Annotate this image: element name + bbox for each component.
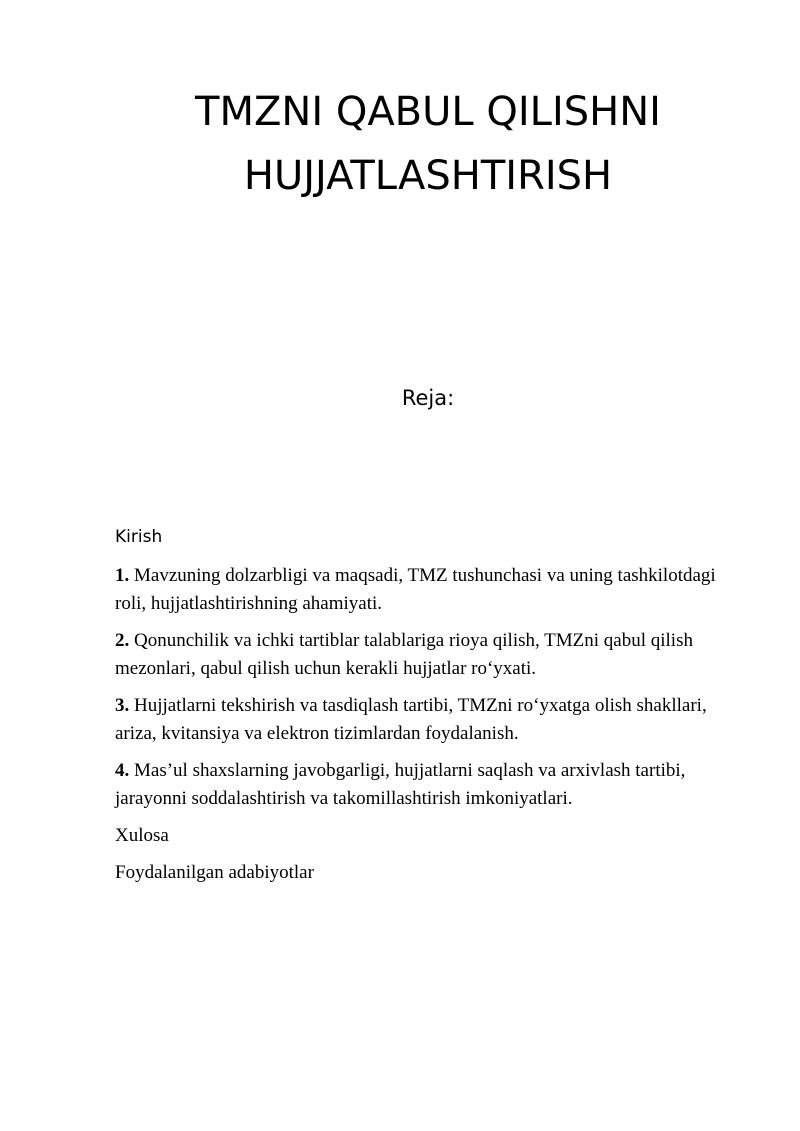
- plan-item-4: [115, 757, 730, 813]
- references-entry: Foydalanilgan adabiyotlar: [115, 862, 314, 883]
- plan-item-number: 3.: [115, 695, 130, 716]
- plan-item-text: Mavzuning dolzarbligi va maqsadi, TMZ tushunchasi va uning tashkilotdagi roli, hujjatlashtirishning ahamiyati.: [115, 565, 716, 614]
- intro-entry: Kirish: [115, 527, 163, 547]
- plan-item-1: [115, 562, 730, 618]
- plan-item-number: 1.: [115, 565, 130, 586]
- document-title: TMZNI QABUL QILISHNI HUJJATLASHTIRISH: [195, 89, 661, 199]
- plan-item-3: [115, 692, 730, 748]
- conclusion-entry: Xulosa: [115, 825, 169, 846]
- plan-item-2: [115, 627, 730, 683]
- plan-content: [115, 522, 730, 896]
- plan-item-number: 4.: [115, 760, 130, 781]
- plan-item-text: Hujjatlarni tekshirish va tasdiqlash tartibi, TMZni ro‘yxatga olish shakllari, ariza, kvitansiya va elektron tizimlardan foydalanish.: [115, 695, 707, 744]
- plan-item-text: Qonunchilik va ichki tartiblar talablariga rioya qilish, TMZni qabul qilish mezonlari, qabul qilish uchun kerakli hujjatlar ro‘yxati.: [115, 630, 693, 679]
- plan-heading: Reja:: [401, 386, 455, 410]
- plan-item-number: 2.: [115, 630, 130, 651]
- plan-item-text: Mas’ul shaxslarning javobgarligi, hujjatlarni saqlash va arxivlash tartibi, jarayonni soddalashtirish va takomillashtirish imkoniyatlari.: [115, 760, 686, 809]
